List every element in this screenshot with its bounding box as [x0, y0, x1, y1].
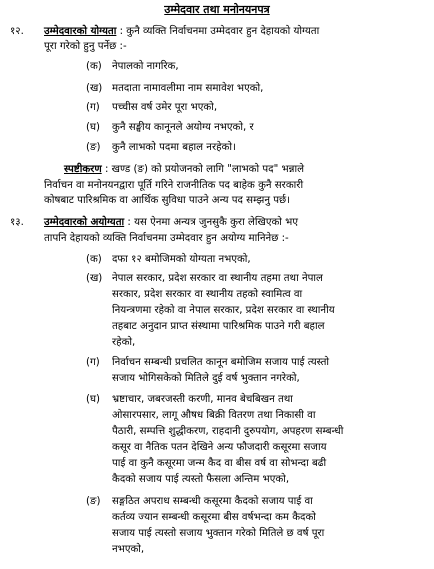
- s13-item-line: नभएको,: [112, 544, 145, 555]
- s12-item-label: (घ): [86, 122, 100, 133]
- s12-item-text: कुनै सङ्घीय कानूनले अयोग्य नभएको, र: [112, 122, 254, 133]
- section-13-text-2: तापनि देहायको व्यक्ति निर्वाचनमा उम्मेदवार हुन अयोग्य मानिनेछ :-: [44, 233, 289, 244]
- s12-item-label: (ङ): [86, 142, 101, 153]
- s13-item-line: सङ्गठित अपराध सम्बन्धी कसूरमा कैदको सजाय पाई वा: [112, 496, 313, 507]
- section-13-text-1: : यस ऐनमा अन्यत्र जुनसुकै कुरा लेखिएको भए: [127, 217, 298, 228]
- explanation-text-1: : खण्ड (ङ) को प्रयोजनको लागि "लाभको पद" भन्नाले: [104, 164, 305, 175]
- s12-item-label: (क): [86, 61, 102, 72]
- s13-item-line: सजाय भोगिसकेको मितिले दुई वर्ष भुक्तान नगरेको,: [112, 373, 300, 384]
- s13-item-line: कसूर वा नैतिक पतन देखिने अन्य फौजदारी कसूरमा सजाय: [112, 442, 327, 453]
- section-13-line-1: [44, 216, 424, 230]
- s13-item-label: (ग): [86, 357, 100, 368]
- explanation-text-3: कोषबाट पारिश्रमिक वा आर्थिक सुविधा पाउने अन्य पद सम्झनु पर्छ।: [44, 195, 291, 206]
- s13-item-line: पैठारी, सम्पत्ति शुद्धीकरण, राहदानी दुरुपयोग, अपहरण सम्बन्धी: [112, 426, 344, 437]
- s13-item-line: निर्वाचन सम्बन्धी प्रचलित कानून बमोजिम सजाय पाई त्यस्तो: [112, 357, 330, 368]
- explanation-text-2: निर्वाचन वा मनोनयनद्वारा पूर्ति गरिने राजनीतिक पद बाहेक कुनै सरकारी: [44, 180, 304, 191]
- s13-item-line: भ्रष्टाचार, जबरजस्ती करणी, मानव बेचबिखन तथा: [112, 394, 293, 405]
- explanation-line-1: [64, 163, 424, 177]
- s13-item-line: ओसारपसार, लागू औषध बिक्री वितरण तथा निकासी वा: [112, 410, 316, 421]
- s13-item-label: (ङ): [86, 496, 101, 507]
- s13-item-line: नियन्त्रणमा रहेको वा नेपाल सरकार, प्रदेश सरकार वा स्थानीय: [112, 305, 335, 316]
- s13-item-line: रहेको,: [112, 337, 136, 348]
- s12-item-text: पच्चीस वर्ष उमेर पूरा भएको,: [112, 102, 218, 113]
- s13-item-line: दफा १२ बमोजिमको योग्यता नभएको,: [112, 254, 251, 265]
- s13-item-line: कैदको सजाय पाई त्यस्तो फैसला अन्तिम भएको,: [112, 474, 290, 485]
- page-title: उम्मेदवार तथा मनोनयनपत्र: [164, 3, 270, 16]
- s12-item-text: मतदाता नामावलीमा नाम समावेश भएको,: [112, 83, 264, 94]
- s13-item-line: सजाय पाई त्यस्तो सजाय भुक्तान गरेको मितिले छ वर्ष पूरा: [112, 528, 325, 539]
- section-13-number: १३.: [10, 217, 24, 228]
- section-12-number: १२.: [10, 26, 24, 37]
- s13-item-line: सरकार, प्रदेश सरकार वा स्थानीय तहको स्वामित्व वा: [112, 289, 303, 300]
- s13-item-label: (ख): [86, 273, 103, 284]
- s13-item-line: कर्तव्य ज्यान सम्बन्धी कसूरमा बीस वर्षभन्दा कम कैदको: [112, 512, 316, 523]
- section-12-text-2: पूरा गरेको हुनु पर्नेछ :-: [44, 41, 127, 52]
- s12-item-text: नेपालको नागरिक,: [112, 61, 179, 72]
- s13-item-line: पाई वा कुनै कसूरमा जन्म कैद वा बीस वर्ष वा सोभन्दा बढी: [112, 458, 327, 469]
- section-12-text-1: : कुनै व्यक्ति निर्वाचनमा उम्मेदवार हुन देहायको योग्यता: [119, 26, 320, 37]
- s13-item-label: (क): [86, 254, 102, 265]
- s13-item-line: तहबाट अनुदान प्राप्त संस्थामा पारिश्रमिक पाउने गरी बहाल: [112, 321, 325, 332]
- section-12-line-1: [44, 25, 424, 39]
- section-12-heading: उम्मेदवारको योग्यता: [44, 26, 117, 37]
- explanation-heading: स्पष्टीकरण: [64, 164, 102, 175]
- s12-item-text: कुनै लाभको पदमा बहाल नरहेको।: [112, 142, 236, 153]
- s13-item-line: नेपाल सरकार, प्रदेश सरकार वा स्थानीय तहमा तथा नेपाल: [112, 273, 323, 284]
- s13-item-label: (घ): [86, 394, 100, 405]
- s12-item-label: (ख): [86, 83, 103, 94]
- section-13-heading: उम्मेदवारको अयोग्यता: [44, 217, 125, 228]
- s12-item-label: (ग): [86, 102, 100, 113]
